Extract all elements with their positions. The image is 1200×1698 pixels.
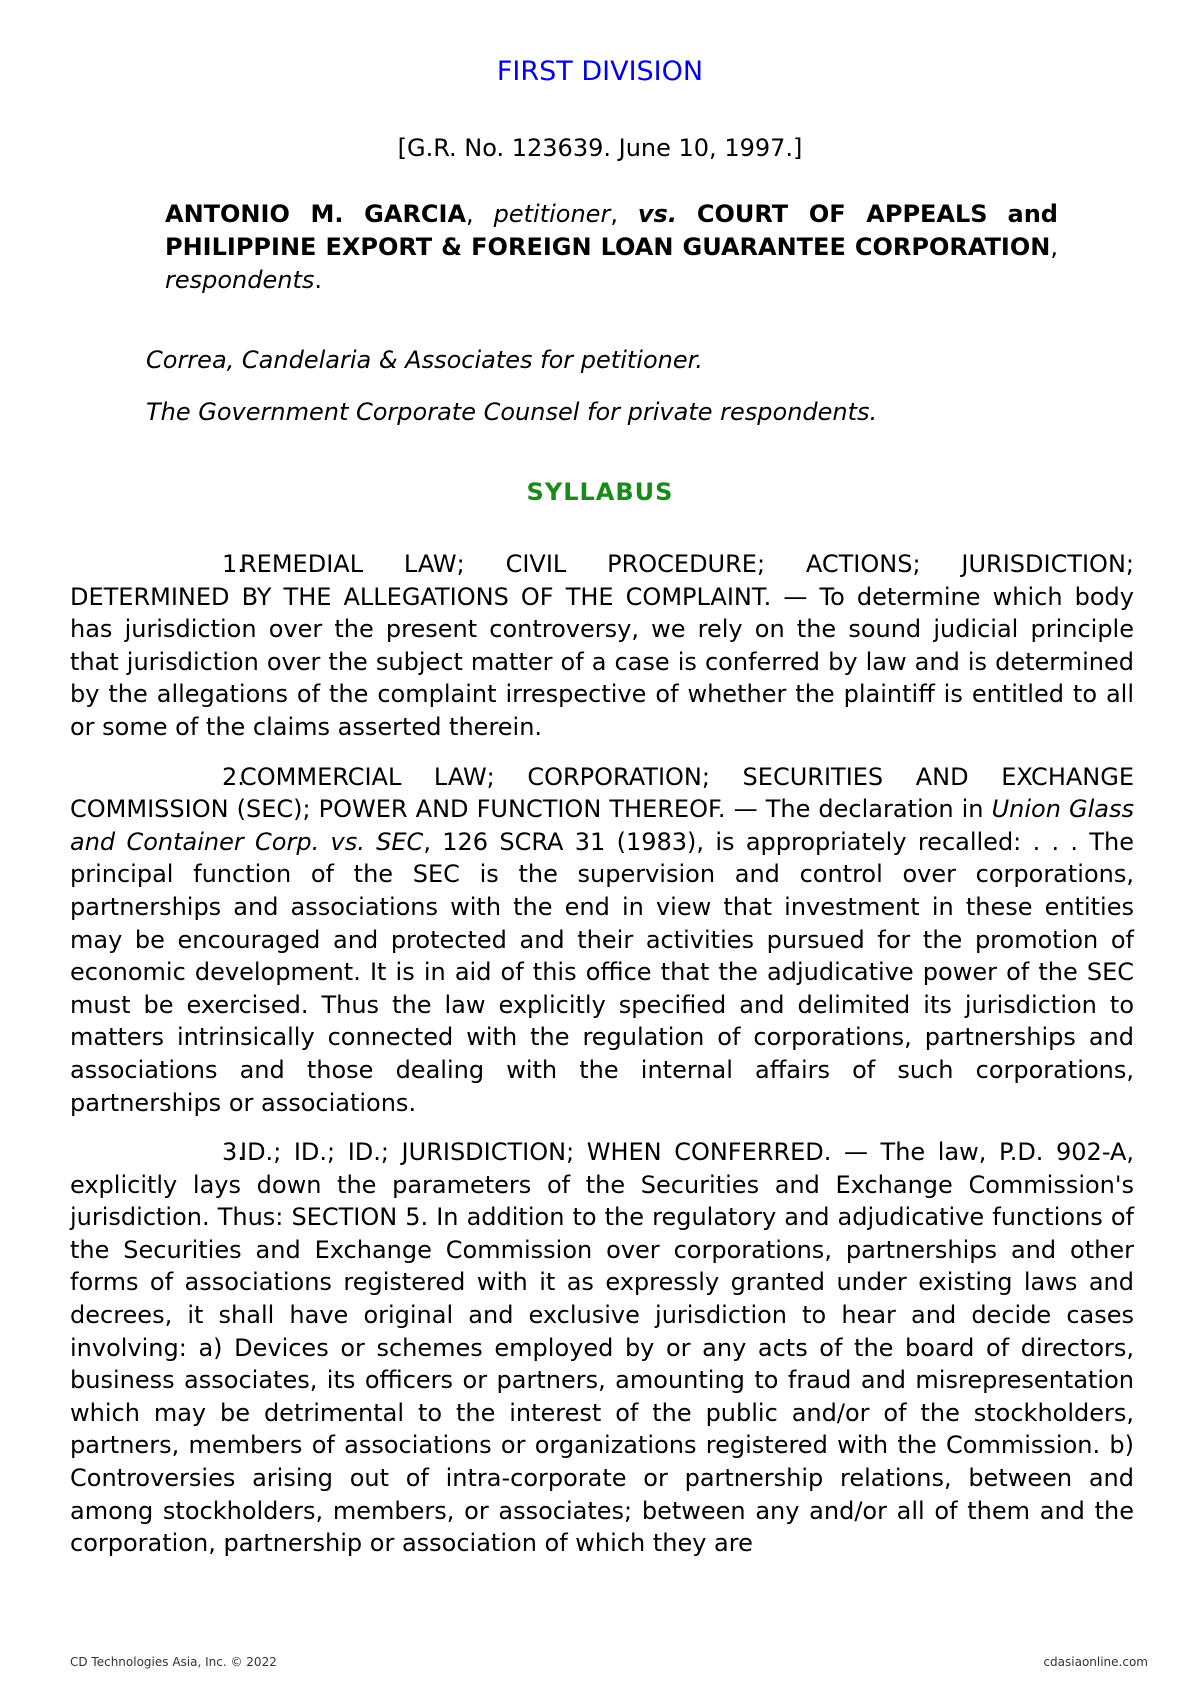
division-heading: FIRST DIVISION: [496, 56, 704, 87]
caption-conjunction: and: [1007, 200, 1058, 228]
respondent-counsel: The Government Corporate Counsel for private respondents.: [146, 398, 878, 426]
petitioner-counsel: Correa, Candelaria & Associates for petitioner.: [146, 346, 703, 374]
petitioner-name: ANTONIO M. GARCIA: [165, 200, 467, 228]
paragraph-text: , 126 SCRA 31 (1983), is appropriately recalled: . . . The principal function of the SEC is the supervision and control over corporations, partnerships and associations with the end in view that investment in these entities may be encouraged and protected and their activities pursued for the promotion of economic development. It is in aid of this office that the adjudicative power of the SEC must be exercised. Thus the law explicitly specified and delimited its jurisdiction to matters intrinsically connected with the regulation of corporations, partnerships and associations and those dealing with the internal affairs of such corporations, partnerships or associations.: [70, 827, 1134, 1117]
petitioner-role: petitioner: [493, 200, 611, 228]
paragraph-number: 1.: [222, 550, 245, 578]
paragraph-text: COMMERCIAL LAW; CORPORATION; SECURITIES AND EXCHANGE COMMISSION (SEC); POWER AND FUNCTION THEREOF. — The declaration in: [70, 762, 1134, 824]
case-caption: ANTONIO M. GARCIA, petitioner, vs. COURT OF APPEALS and PHILIPPINE EXPORT & FOREIGN LOAN GUARANTEE CORPORATION, respondents.: [165, 200, 1058, 294]
respondent-name-2: PHILIPPINE EXPORT & FOREIGN LOAN GUARANTEE CORPORATION: [165, 233, 1051, 261]
syllabus-heading: SYLLABUS: [526, 478, 674, 506]
versus-label: vs.: [637, 200, 677, 228]
respondent-name-1: COURT OF APPEALS: [696, 200, 988, 228]
respondents-role: respondents: [165, 266, 315, 294]
paragraph-number: 2.: [222, 762, 245, 791]
paragraph-number: 3.: [222, 1138, 245, 1167]
syllabus-body: [70, 548, 1134, 1577]
syllabus-paragraph: [70, 761, 1134, 1120]
footer-copyright: CD Technologies Asia, Inc. © 2022: [70, 1655, 277, 1669]
syllabus-paragraph: [70, 548, 1134, 744]
syllabus-paragraph: [70, 1136, 1134, 1560]
case-citation: Union Glass and Container Corp. vs. SEC: [70, 795, 1134, 856]
footer-website: cdasiaonline.com: [1043, 1655, 1148, 1669]
paragraph-text: REMEDIAL LAW; CIVIL PROCEDURE; ACTIONS; JURISDICTION; DETERMINED BY THE ALLEGATIONS OF THE COMPLAINT. — To determine which body has jurisdiction over the present controversy, we rely on the sound judicial principle that jurisdiction over the subject matter of a case is conferred by law and is determined by the allegations of the complaint irrespective of whether the plaintiff is entitled to all or some of the claims asserted therein.: [70, 550, 1134, 741]
case-number: [G.R. No. 123639. June 10, 1997.]: [397, 134, 803, 162]
paragraph-text: ID.; ID.; ID.; JURISDICTION; WHEN CONFERRED. — The law, P.D. 902-A, explicitly lays down the parameters of the Securities and Exchange Commission's jurisdiction. Thus: SECTION 5. In addition to the regulatory and adjudicative functions of the Securities and Exchange Commission over corporations, partnerships and other forms of associations registered with it as expressly granted under existing laws and decrees, it shall have original and exclusive jurisdiction to hear and decide cases involving: a) Devices or schemes employed by or any acts of the board of directors, business associates, its officers or partners, amounting to fraud and misrepresentation which may be detrimental to the interest of the public and/or of the stockholders, partners, members of associations or organizations registered with the Commission. b) Controversies arising out of intra-corporate or partnership relations, between and among stockholders, members, or associates; between any and/or all of them and the corporation, partnership or association of which they are: [70, 1138, 1134, 1558]
